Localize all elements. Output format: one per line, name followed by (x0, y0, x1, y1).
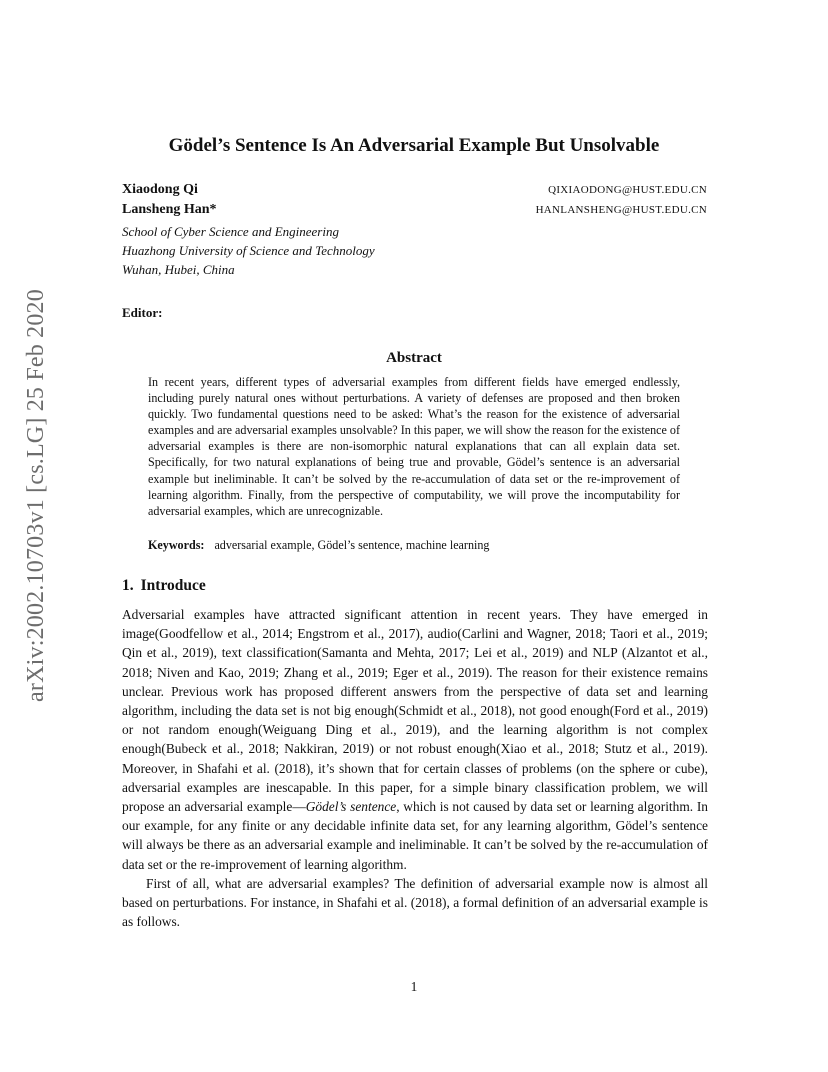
arxiv-id-text: arXiv:2002.10703v1 [cs.LG] 25 Feb 2020 (22, 288, 49, 702)
intro-paragraph-2: First of all, what are adversarial examples? The definition of adversarial example now is almost all based on perturbations. For instance, in Shafahi et al. (2018), a formal definition of an adversarial example is as follows. (122, 875, 708, 930)
introduction-body (122, 605, 708, 931)
author-name: Xiaodong Qi (122, 182, 198, 197)
abstract-text: In recent years, different types of adversarial examples from different fields have emerged endlessly, including purely natural ones without perturbations. A variety of defenses are proposed and then broken quickly. Two fundamental questions need to be asked: What’s the reason for the existence of adversarial examples and are adversarial examples unsolvable? In this paper, we will show the reason for the existence of adversarial examples is there are non-isomorphic natural explanations that can all explain data set. Specifically, for two natural explanations of being true and provable, Gödel’s sentence is an adversarial example but ineliminable. It can’t be solved by the re-accumulation of data set or the re-improvement of learning algorithm. Finally, from the perspective of computability, we will prove the incomputability for adversarial examples, which are unrecognizable. (148, 375, 680, 518)
author-block (122, 182, 707, 279)
intro-p1-text-b: , which is not caused by data set or learning algorithm. In our example, for any finite or any decidable infinite data set, for any learning algorithm, Gödel’s sentence will always be there as an adversarial example and ineliminable. It can’t be solved by the re-accumulation of data set or the re-improvement of learning algorithm. (122, 799, 708, 872)
abstract-heading: Abstract (386, 350, 442, 366)
affiliation-line: Wuhan, Hubei, China (122, 262, 235, 277)
author-name: Lansheng Han* (122, 202, 217, 217)
section-title: Introduce (140, 577, 206, 594)
affiliation-line: School of Cyber Science and Engineering (122, 224, 339, 239)
editor-label: Editor: (122, 305, 163, 320)
author-row (122, 202, 707, 222)
author-row (122, 182, 707, 202)
intro-p1-emphasis: Gödel’s sentence (305, 799, 397, 815)
author-email: QIXIAODONG@HUST.EDU.CN (548, 184, 707, 196)
section-number: 1. (122, 577, 134, 594)
affiliation-line: Huazhong University of Science and Technology (122, 243, 375, 258)
keywords-line (148, 538, 680, 553)
intro-p1-text-a: Adversarial examples have attracted significant attention in recent years. They have emerged in image(Goodfellow et al., 2014; Engstrom et al., 2017), audio(Carlini and Wagner, 2018; Taori et al., 2019; Qin et al., 2019), text classification(Samanta and Mehta, 2017; Lei et al., 2019) and NLP (Alzantot et al., 2018; Niven and Kao, 2019; Zhang et al., 2019; Eger et al., 2019). The reason for their existence remains unclear. Previous work has proposed different answers from the perspective of data set and learning algorithm, including the data set is not big enough(Schmidt et al., 2018), not good enough(Ford et al., 2019) or not random enough(Weiguang Ding et al., 2019), and the learning algorithm is not complex enough(Bubeck et al., 2018; Nakkiran, 2019) or not robust enough(Xiao et al., 2018; Stutz et al., 2019). Moreover, in Shafahi et al. (2018), it’s shown that for certain classes of problems (on the sphere or cube), adversarial examples are inescapable. In this paper, for a simple binary classification problem, we will propose an adversarial example— (122, 607, 708, 815)
author-email: HANLANSHENG@HUST.EDU.CN (535, 204, 707, 216)
page-number: 1 (410, 979, 418, 994)
paper-title: Gödel’s Sentence Is An Adversarial Example But Unsolvable (168, 135, 660, 156)
intro-paragraph-1 (122, 605, 708, 874)
section-heading (122, 577, 206, 595)
keywords-text: adversarial example, Gödel’s sentence, machine learning (214, 538, 490, 552)
keywords-label: Keywords: (148, 538, 205, 552)
